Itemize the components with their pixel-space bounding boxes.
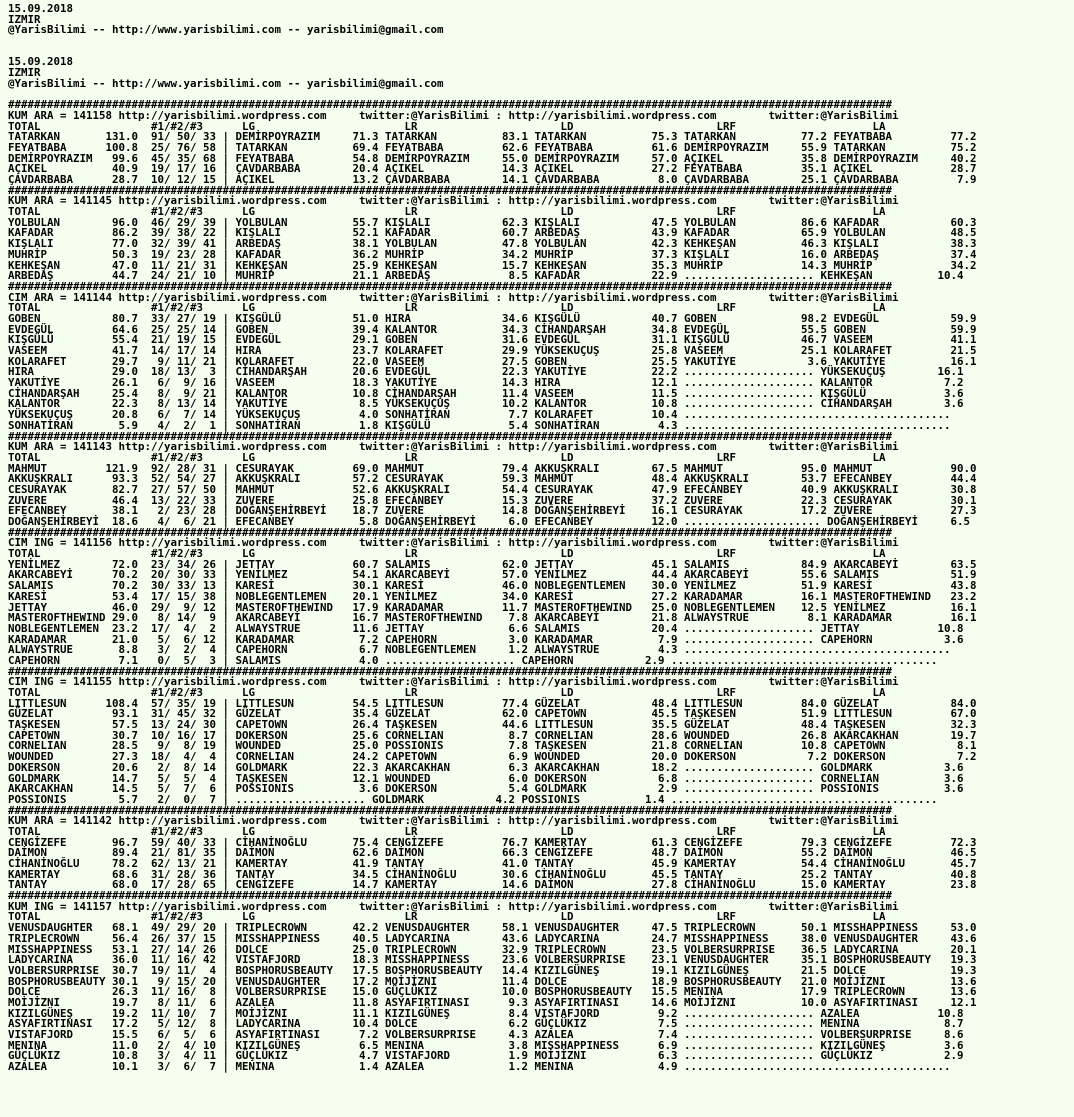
section-title: KUM ING = 141157 http://yarisbilimi.wordpress.com twitter:@YarisBilimi : http://yarisbilimi.wordpress.com twitter:@YarisBilimi	[8, 899, 899, 913]
column-header: TOTAL #1/#2/#3 LG LR LD LRF LA	[8, 910, 886, 924]
table-row: CENGİZEFE 96.7 59/ 40/ 33 | CİHANİNOĞLU 75.4 CENGİZEFE 76.7 KAMERTAY 61.3 CENGİZEFE 79.3 CENGİZEFE 72.3	[8, 835, 977, 849]
table-row: KOLARAFET 29.7 9/ 11/ 21 | KOLARAFET 22.0 VASEEM 27.5 GOBEN 25.5 YAKUTİYE 3.6 YAKUTİYE 16.1	[8, 354, 977, 368]
table-row: GOLDMARK 14.7 5/ 5/ 4 | TAŞKESEN 12.1 WOUNDED 6.0 DOKERSON 6.8 .................... CORNELIAN 3.6	[8, 771, 964, 785]
table-row: AKARCAKHAN 14.5 5/ 7/ 6 | POSSIONIS 3.6 DOKERSON 5.4 GOLDMARK 2.9 .................... POSSIONIS 3.6	[8, 782, 964, 796]
column-header: TOTAL #1/#2/#3 LG LR LD LRF LA	[8, 205, 886, 219]
column-header: TOTAL #1/#2/#3 LG LR LD LRF LA	[8, 301, 886, 315]
table-row: TATARKAN 131.0 91/ 50/ 33 | DEMİRPOYRAZIM 71.3 TATARKAN 83.1 TATARKAN 75.3 TATARKAN 77.2 FEYATBABA 77.2	[8, 130, 977, 144]
table-row: AKARCABEYİ 70.2 20/ 30/ 33 | YENİLMEZ 54.1 AKARCABEYİ 57.0 YENİLMEZ 44.4 AKARCABEYİ 55.6 SALAMIS 51.9	[8, 568, 977, 582]
table-row: MISSHAPPINESS 53.1 27/ 14/ 26 | DOLCE 25.0 TRIPLECROWN 32.9 TRIPLECROWN 23.5 VOLBERSURPRISE 36.5 LADYCARINA 20.1	[8, 942, 977, 956]
table-row: DOKERSON 20.6 2/ 8/ 14 | GOLDMARK 22.3 AKARCAKHAN 6.3 AKARCAKHAN 18.2 .................... GOLDMARK 3.6	[8, 760, 964, 774]
section-separator: ########################################################################################################################################	[8, 98, 893, 112]
table-row: TAŞKESEN 57.5 13/ 24/ 30 | CAPETOWN 26.4 TAŞKESEN 44.6 LITTLESUN 35.5 GÜZELAT 48.4 TAŞKESEN 32.3	[8, 718, 977, 732]
table-row: LITTLESUN 108.4 57/ 35/ 19 | LITTLESUN 54.5 LITTLESUN 77.4 GÜZELAT 48.4 LITTLESUN 84.0 GÜZELAT 84.0	[8, 696, 977, 710]
table-row: KARESİ 53.4 17/ 15/ 38 | NOBLEGENTLEMEN 20.1 YENİLMEZ 34.0 KARESİ 27.2 KARADAMAR 16.1 MASTEROFTHEWIND 23.2	[8, 589, 977, 603]
table-row: VISTAFJORD 15.5 6/ 5/ 6 | ASYAFIRTINASI 7.2 VOLBERSURPRISE 4.3 AZALEA 7.4 .................... VOLBERSURPRISE 8.6	[8, 1028, 964, 1041]
section-separator: ########################################################################################################################################	[8, 889, 893, 903]
table-row: WOUNDED 27.3 18/ 4/ 4 | CORNELIAN 24.2 CAPETOWN 6.9 WOUNDED 20.0 DOKERSON 7.2 DOKERSON 7.2	[8, 750, 977, 764]
table-row: CİHANİNOĞLU 78.2 62/ 13/ 21 | KAMERTAY 41.9 TANTAY 41.0 TANTAY 45.9 KAMERTAY 54.4 CİHANİNOĞLU 45.7	[8, 857, 977, 870]
section-title: KUM ARA = 141158 http://yarisbilimi.wordpress.com twitter:@YarisBilimi : http://yarisbilimi.wordpress.com twitter:@YarisBilimi	[8, 108, 899, 122]
table-row: KIZILGÜNEŞ 19.2 11/ 10/ 7 | MOİJİZNI 11.1 KIZILGÜNEŞ 8.4 VISTAFJORD 9.2 .................... AZALEA 10.8	[8, 1006, 964, 1020]
table-row: MUHRİP 50.3 19/ 23/ 28 | KAFADAR 36.2 MUHRİP 34.2 MUHRİP 37.3 KIŞLALI 16.0 ARBEDAŞ 37.4	[8, 247, 977, 261]
section-title: CIM ARA = 141144 http://yarisbilimi.wordpress.com twitter:@YarisBilimi : http://yarisbilimi.wordpress.com twitter:@YarisBilimi	[8, 290, 899, 304]
header-line: IZMIR	[8, 66, 41, 80]
table-row: LADYCARINA 36.0 11/ 16/ 42 | VISTAFJORD 18.3 MISSHAPPINESS 23.6 VOLBERSURPRISE 23.1 VENUSDAUGHTER 35.1 BOSPHORUSBEAUTY 19.3	[8, 953, 977, 967]
table-row: MAHMUT 121.9 92/ 28/ 31 | CESURAYAK 69.0 MAHMUT 79.4 AKKUŞKRALI 67.5 MAHMUT 95.0 MAHMUT 90.0	[8, 461, 977, 475]
table-row: VASEEM 41.7 14/ 17/ 14 | HIRA 23.7 KOLARAFET 29.9 YÜKSEKUÇUŞ 25.8 VASEEM 25.1 KOLARAFET 21.5	[8, 344, 977, 357]
table-row: KIŞGÜLÜ 55.4 21/ 19/ 15 | EVDEGÜL 29.1 GOBEN 31.6 EVDEGÜL 31.1 KIŞGÜLÜ 46.7 VASEEM 41.1	[8, 333, 977, 347]
table-row: TRIPLECROWN 56.4 26/ 37/ 15 | MISSHAPPINESS 40.5 LADYCARINA 43.6 LADYCARINA 24.7 MISSHAPPINESS 38.0 VENUSDAUGHTER 43.6	[8, 931, 977, 945]
table-row: KARADAMAR 21.0 5/ 6/ 12 | KARADAMAR 7.2 CAPEHORN 3.0 KARADAMAR 7.9 .................... CAPEHORN 3.6	[8, 632, 964, 646]
section-separator: ########################################################################################################################################	[8, 664, 893, 678]
table-row: JETTAY 46.0 29/ 9/ 12 | MASTEROFTHEWIND 17.9 KARADAMAR 11.7 MASTEROFTHEWIND 25.0 NOBLEGENTLEMEN 12.5 YENİLMEZ 16.1	[8, 600, 977, 614]
table-row: EFECANBEY 38.1 2/ 23/ 28 | DOĞANŞEHİRBEYİ 18.7 ZUVERE 14.8 DOĞANŞEHİRBEYİ 16.1 CESURAYAK 17.2 ZUVERE 27.3	[8, 504, 977, 518]
table-row: ZUVERE 46.4 13/ 22/ 33 | ZUVERE 25.8 EFECANBEY 15.3 ZUVERE 37.2 ZUVERE 22.3 CESURAYAK 30.1	[8, 493, 977, 507]
column-header: TOTAL #1/#2/#3 LG LR LD LRF LA	[8, 547, 886, 561]
table-row: CAPEHORN 7.1 0/ 5/ 3 | SALAMIS 4.0 .................... CAPEHORN 2.9 .........................................	[8, 653, 938, 667]
section-title: KUM ARA = 141145 http://yarisbilimi.wordpress.com twitter:@YarisBilimi : http://yarisbilimi.wordpress.com twitter:@YarisBilimi	[8, 194, 899, 208]
section-title: KUM ARA = 141142 http://yarisbilimi.wordpress.com twitter:@YarisBilimi : http://yarisbilimi.wordpress.com twitter:@YarisBilimi	[8, 814, 899, 828]
section-separator: ########################################################################################################################################	[8, 429, 893, 443]
table-row: HIRA 29.0 18/ 13/ 3 | CİHANDARŞAH 20.6 EVDEGÜL 22.3 YAKUTİYE 22.2 .................... YÜKSEKUÇUŞ 16.1	[8, 365, 964, 379]
table-row: MENINA 11.0 2/ 4/ 10 | KIZILGÜNEŞ 6.5 MENINA 3.8 MISSHAPPINESS 6.9 .................... KIZILGÜNEŞ 3.6	[8, 1038, 964, 1052]
table-row: EVDEGÜL 64.6 25/ 25/ 14 | GOBEN 39.4 KALANTOR 34.3 CİHANDARŞAH 34.8 EVDEGÜL 55.5 GOBEN 59.9	[8, 322, 977, 336]
table-row: DEMİRPOYRAZIM 99.6 45/ 35/ 68 | FEYATBABA 54.8 DEMİRPOYRAZIM 55.0 DEMİRPOYRAZIM 57.0 AÇIKEL 35.8 DEMİRPOYRAZIM 40.2	[8, 151, 977, 165]
table-row: FEYATBABA 100.8 25/ 76/ 58 | TATARKAN 69.4 FEYATBABA 62.6 FEYATBABA 61.6 DEMİRPOYRAZIM 55.9 TATARKAN 75.2	[8, 140, 977, 154]
header-line: @YarisBilimi -- http://www.yarisbilimi.com -- yarisbilimi@gmail.com	[8, 23, 444, 37]
header-line: 15.09.2018	[8, 2, 74, 15]
table-row: ÇAVDARBABA 28.7 10/ 12/ 15 | AÇIKEL 13.2 ÇAVDARBABA 14.1 ÇAVDARBABA 8.0 ÇAVDARBABA 25.1 ÇAVDARBABA 7.9	[8, 173, 977, 186]
column-header: TOTAL #1/#2/#3 LG LR LD LRF LA	[8, 824, 886, 838]
section-separator: ########################################################################################################################################	[8, 183, 893, 197]
table-row: CESURAYAK 82.7 27/ 57/ 50 | MAHMUT 52.6 AKKUŞKRALI 54.4 CESURAYAK 47.9 EFECANBEY 40.9 AKKUŞKRALI 30.8	[8, 482, 977, 496]
table-row: MASTEROFTHEWIND 29.0 8/ 14/ 9 | AKARCABEYİ 16.7 MASTEROFTHEWIND 7.8 AKARCABEYİ 21.8 ALWAYSTRUE 8.1 KARADAMAR 16.1	[8, 611, 977, 625]
column-header: TOTAL #1/#2/#3 LG LR LD LRF LA	[8, 119, 886, 133]
table-row: GÜÇLÜKIZ 10.8 3/ 4/ 11 | GÜÇLÜKIZ 4.7 VISTAFJORD 1.9 MOİJİZNI 6.3 .................... GÜÇLÜKIZ 2.9	[8, 1049, 964, 1063]
table-row: CORNELIAN 28.5 9/ 8/ 19 | WOUNDED 25.0 POSSIONIS 7.8 TAŞKESEN 21.8 CORNELIAN 10.8 CAPETOWN 8.1	[8, 739, 977, 753]
column-header: TOTAL #1/#2/#3 LG LR LD LRF LA	[8, 450, 886, 464]
section-title: CIM ING = 141155 http://yarisbilimi.wordpress.com twitter:@YarisBilimi : http://yarisbilimi.wordpress.com twitter:@YarisBilimi	[8, 675, 899, 689]
section-title: CIM ING = 141156 http://yarisbilimi.wordpress.com twitter:@YarisBilimi : http://yarisbilimi.wordpress.com twitter:@YarisBilimi	[8, 536, 899, 550]
table-row: BOSPHORUSBEAUTY 30.1 9/ 15/ 20 | VENUSDAUGHTER 17.2 MOİJİZNI 11.4 DOLCE 18.9 BOSPHORUSBEAUTY 21.0 MOİJİZNI 13.6	[8, 974, 977, 988]
table-row: ASYAFIRTINASI 17.2 5/ 12/ 8 | LADYCARINA 10.4 DOLCE 6.2 GÜÇLÜKIZ 7.5 .................... MENINA 8.7	[8, 1017, 964, 1031]
table-row: TANTAY 68.0 17/ 28/ 65 | CENGİZEFE 14.7 KAMERTAY 14.6 DAİMON 27.8 CİHANİNOĞLU 15.0 KAMERTAY 23.8	[8, 878, 977, 892]
table-row: YAKUTİYE 26.1 6/ 9/ 16 | VASEEM 18.3 YAKUTİYE 14.3 HIRA 12.1 .................... KALANTOR 7.2	[8, 376, 964, 390]
table-row: AÇIKEL 40.9 19/ 17/ 16 | ÇAVDARBABA 20.4 AÇIKEL 14.3 AÇIKEL 27.2 FEYATBABA 35.1 AÇIKEL 28.7	[8, 162, 977, 176]
section-separator: ########################################################################################################################################	[8, 525, 893, 539]
table-row: YOLBULAN 96.0 46/ 29/ 39 | YOLBULAN 55.7 KIŞLALI 62.3 KIŞLALI 47.5 YOLBULAN 86.6 KAFADAR 60.3	[8, 215, 977, 229]
table-row: POSSIONIS 5.7 2/ 0/ 7 | .................... GOLDMARK 4.2 POSSIONIS 1.4 .........................................	[8, 792, 938, 806]
table-row: VOLBERSURPRISE 30.7 19/ 11/ 4 | BOSPHORUSBEAUTY 17.5 BOSPHORUSBEAUTY 14.4 KIZILGÜNEŞ 19.1 KIZILGÜNEŞ 21.5 DOLCE 19.3	[8, 963, 977, 977]
table-row: KEHKEŞAN 47.0 11/ 21/ 31 | KEHKEŞAN 25.9 KEHKEŞAN 15.7 KEHKEŞAN 35.3 MUHRİP 14.3 MUHRİP 34.2	[8, 258, 977, 272]
table-row: DOLCE 26.3 11/ 16/ 8 | VOLBERSURPRISE 15.0 GÜÇLÜKIZ 10.0 BOSPHORUSBEAUTY 15.5 MENINA 17.9 TRIPLECROWN 13.6	[8, 985, 977, 999]
table-row: DOĞANŞEHİRBEYİ 18.6 4/ 6/ 21 | EFECANBEY 5.8 DOĞANŞEHİRBEYİ 6.0 EFECANBEY 12.0 ..................... DOĞANŞEHİRBEYİ 6.5	[8, 515, 971, 528]
section-separator: ########################################################################################################################################	[8, 279, 893, 293]
table-row: AZALEA 10.1 3/ 6/ 7 | MENINA 1.4 AZALEA 1.2 MENINA 4.9 .........................................	[8, 1060, 951, 1073]
table-row: KAMERTAY 68.6 31/ 28/ 36 | TANTAY 34.5 CİHANİNOĞLU 30.6 CİHANİNOĞLU 45.5 TANTAY 25.2 TANTAY 40.8	[8, 867, 977, 881]
table-row: GÜZELAT 93.1 31/ 45/ 32 | GÜZELAT 35.4 GÜZELAT 62.0 CAPETOWN 45.5 TAŞKESEN 51.9 LITTLESUN 67.0	[8, 707, 977, 721]
section-title: KUM ARA = 141143 http://yarisbilimi.wordpress.com twitter:@YarisBilimi : http://yarisbilimi.wordpress.com twitter:@YarisBilimi	[8, 440, 899, 454]
table-row: YENİLMEZ 72.0 23/ 34/ 26 | JETTAY 60.7 SALAMIS 62.0 JETTAY 45.1 SALAMIS 84.9 AKARCABEYİ 63.5	[8, 557, 977, 571]
table-row: KALANTOR 22.3 8/ 13/ 14 | YAKUTİYE 8.5 YÜKSEKUÇUŞ 10.2 KALANTOR 10.8 .................... CİHANDARŞAH 3.6	[8, 397, 964, 411]
section-separator: ########################################################################################################################################	[8, 803, 893, 817]
table-row: VENUSDAUGHTER 68.1 49/ 29/ 20 | TRIPLECROWN 42.2 VENUSDAUGHTER 58.1 VENUSDAUGHTER 47.5 TRIPLECROWN 50.1 MISSHAPPINESS 53.0	[8, 921, 977, 935]
table-row: YÜKSEKUÇUŞ 20.8 6/ 7/ 14 | YÜKSEKUÇUŞ 4.0 SONHATİRAN 7.7 KOLARAFET 10.4 .........................................	[8, 408, 951, 422]
column-header: TOTAL #1/#2/#3 LG LR LD LRF LA	[8, 686, 886, 699]
header-line	[8, 47, 1066, 58]
table-row: GOBEN 80.7 33/ 27/ 19 | KIŞGÜLÜ 51.0 HIRA 34.6 KIŞGÜLÜ 40.7 GOBEN 98.2 EVDEGÜL 59.9	[8, 311, 977, 325]
header-line: @YarisBilimi -- http://www.yarisbilimi.com -- yarisbilimi@gmail.com	[8, 76, 444, 90]
table-row: NOBLEGENTLEMEN 23.2 17/ 4/ 2 | ALWAYSTRUE 11.6 JETTAY 6.6 SALAMIS 20.4 .................... JETTAY 10.8	[8, 621, 964, 635]
table-row: ARBEDAŞ 44.7 24/ 21/ 10 | MUHRİP 21.1 ARBEDAŞ 8.5 KAFADAR 22.9 .................... KEHKEŞAN 10.4	[8, 269, 964, 283]
header-line: 15.09.2018	[8, 55, 74, 69]
table-row: ALWAYSTRUE 8.8 3/ 2/ 4 | CAPEHORN 6.7 NOBLEGENTLEMEN 1.2 ALWAYSTRUE 4.3 .........................................	[8, 643, 951, 657]
table-row: SONHATİRAN 5.9 4/ 2/ 1 | SONHATİRAN 1.8 KIŞGÜLÜ 5.4 SONHATİRAN 4.3 .........................................	[8, 418, 951, 432]
table-row: KIŞLALI 77.0 32/ 39/ 41 | ARBEDAŞ 38.1 YOLBULAN 47.8 YOLBULAN 42.3 KEHKEŞAN 46.3 KIŞLALI 38.3	[8, 237, 977, 251]
table-row: DAİMON 89.4 21/ 81/ 35 | DAİMON 62.6 DAİMON 66.3 CENGİZEFE 48.7 DAİMON 55.2 DAİMON 46.5	[8, 846, 977, 860]
table-row: KAFADAR 86.2 39/ 38/ 22 | KIŞLALI 52.1 KAFADAR 60.7 ARBEDAŞ 43.9 KAFADAR 65.9 YOLBULAN 48.5	[8, 226, 977, 240]
table-row: CAPETOWN 30.7 10/ 16/ 17 | DOKERSON 25.6 CORNELIAN 8.7 CORNELIAN 28.6 WOUNDED 26.8 AKARCAKHAN 19.7	[8, 728, 977, 742]
table-row: SALAMIS 70.2 30/ 33/ 13 | KARESİ 30.1 KARESİ 46.0 NOBLEGENTLEMEN 30.0 YENİLMEZ 51.9 KARESİ 43.8	[8, 579, 977, 593]
header-line	[8, 36, 1066, 47]
table-row: CİHANDARŞAH 25.4 8/ 9/ 21 | KALANTOR 10.8 CİHANDARŞAH 11.4 VASEEM 11.5 .................... KIŞGÜLÜ 3.6	[8, 386, 964, 400]
header-line: IZMIR	[8, 12, 41, 26]
table-row: MOİJİZNI 19.7 8/ 11/ 6 | AZALEA 11.8 ASYAFIRTINASI 9.3 ASYAFIRTINASI 14.6 MOİJİZNI 10.0 ASYAFIRTINASI 12.1	[8, 995, 977, 1009]
table-row: AKKUŞKRALI 93.3 52/ 54/ 27 | AKKUŞKRALI 57.2 CESURAYAK 59.3 MAHMUT 48.4 AKKUŞKRALI 53.7 EFECANBEY 44.4	[8, 472, 977, 486]
